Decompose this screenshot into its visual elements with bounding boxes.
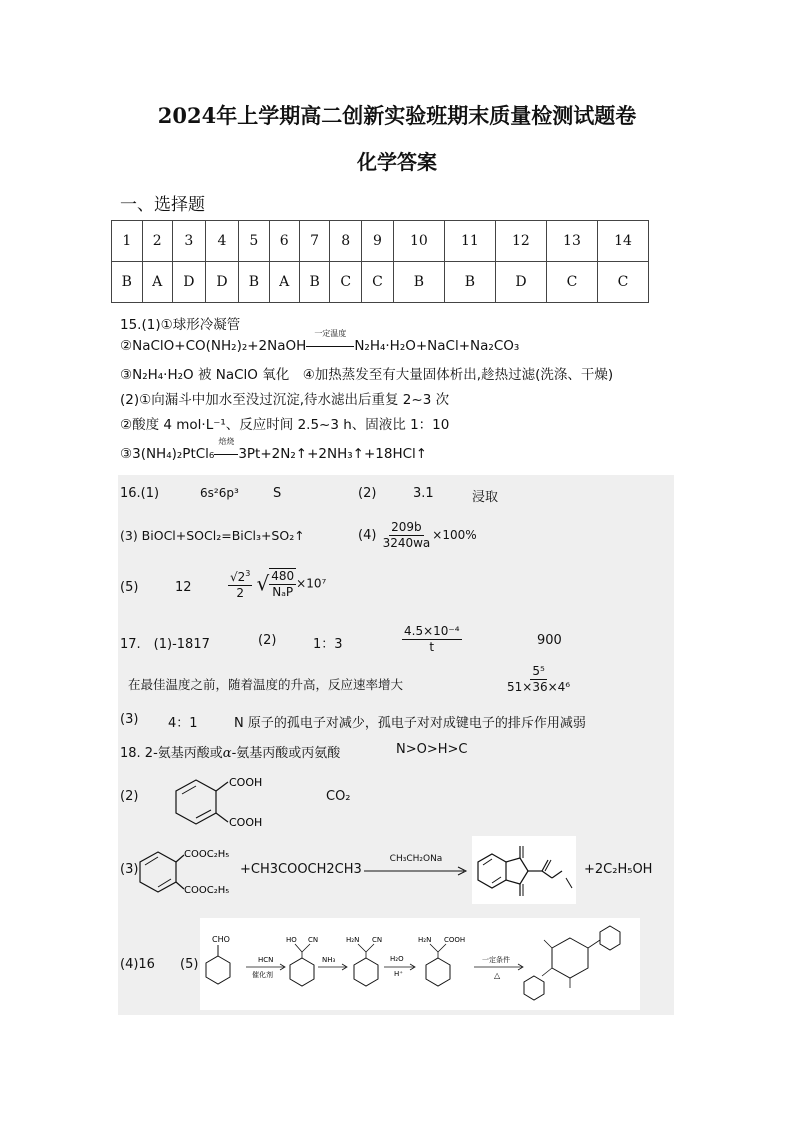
- q18-part5: (5): [180, 957, 199, 972]
- q18-order: N>O>H>C: [396, 742, 468, 757]
- q17-note: 在最佳温度之前，随着温度的升高，反应速率增大: [128, 677, 404, 692]
- fraction: $\frac{√2^3}{2}$: [228, 566, 252, 601]
- radicand: $\frac{480}{\text{NₐΡ}}$: [271, 568, 295, 599]
- question-number-cell: 4: [205, 221, 238, 262]
- phthalic-acid-structure: [172, 768, 272, 828]
- q16-element: S: [273, 486, 282, 501]
- answer-cell: D: [172, 262, 205, 303]
- q16-equation: (3) BiOCl+SOCl₂=BiCl₃+SO₂↑: [120, 528, 305, 543]
- question-number-cell: 13: [546, 221, 597, 262]
- section-heading: 一、选择题: [120, 195, 205, 215]
- q17-part1: 17. (1)-1817: [120, 637, 210, 652]
- q16-part5: (5): [120, 580, 139, 595]
- svg-text:催化剂: 催化剂: [252, 971, 273, 979]
- svg-text:HO: HO: [286, 936, 297, 944]
- svg-text:H₂O: H₂O: [390, 955, 404, 963]
- svg-text:COOH: COOH: [229, 816, 263, 828]
- q18-part3: (3): [120, 862, 139, 877]
- question-number-cell: 10: [393, 221, 444, 262]
- q17-value3: 4：1: [168, 716, 198, 731]
- svg-text:H₂N: H₂N: [346, 936, 360, 944]
- q15-line1: 15.(1)①球形冷凝管: [120, 317, 241, 333]
- answer-cell: D: [205, 262, 238, 303]
- svg-text:△: △: [494, 971, 501, 980]
- answer-table: [111, 220, 649, 303]
- q18-part4: (4)16: [120, 957, 155, 972]
- svg-text:H₂N: H₂N: [418, 936, 432, 944]
- q17-rate-fraction: $\frac{\text{4.5×10⁻⁴}}{t}$: [404, 624, 460, 654]
- answer-cell: C: [597, 262, 648, 303]
- svg-text:COOH: COOH: [444, 936, 466, 944]
- q18-byproduct: +2C₂H₅OH: [584, 862, 653, 877]
- answer-cell: A: [269, 262, 299, 303]
- q15-line2: ②NaClO+CO(NH₂)₂+2NaOH 一定温度 N₂H₄·H₂O+NaCl+Na₂CO₃: [120, 329, 520, 354]
- question-number-cell: 3: [172, 221, 205, 262]
- question-number-cell: 14: [597, 221, 648, 262]
- svg-text:COOC₂H₅: COOC₂H₅: [184, 849, 230, 860]
- q18-part2: (2): [120, 789, 139, 804]
- answer-cell: C: [330, 262, 362, 303]
- svg-text:NH₃: NH₃: [322, 956, 336, 964]
- q17-value900: 900: [537, 633, 562, 648]
- answer-row: [112, 262, 649, 303]
- question-number-cell: 2: [142, 221, 172, 262]
- diethyl-phthalate-structure: [136, 842, 240, 898]
- q18-line1: 18. 2-氨基丙酸或α-氨基丙酸或丙氨酸: [120, 746, 341, 761]
- answer-cell: C: [362, 262, 394, 303]
- svg-text:一定条件: 一定条件: [482, 956, 510, 964]
- q15-line6: ③3(NH₄)₂PtCl₆ 焙烧 3Pt+2N₂↑+2NH₃↑+18HCl↑: [120, 437, 428, 462]
- q18-reagent: +CH3COOCH2CH3: [240, 862, 362, 877]
- question-number-cell: 11: [444, 221, 495, 262]
- q16-config: 6s²6p³: [200, 486, 239, 500]
- question-number-cell: 12: [495, 221, 546, 262]
- question-number-cell: 6: [269, 221, 299, 262]
- q15-line4: (2)①向漏斗中加水至没过沉淀,待水滤出后重复 2~3 次: [120, 392, 450, 408]
- synthesis-scheme: [200, 918, 640, 1010]
- reaction-arrow: [364, 866, 470, 876]
- q16-value2: 3.1: [413, 486, 434, 501]
- svg-text:COOH: COOH: [229, 776, 263, 789]
- q15-line3: ③N₂H₄·H₂O 被 NaClO 氧化 ④加热蒸发至有大量固体析出,趁热过滤(洗涤、干燥): [120, 367, 614, 383]
- question-number-cell: 7: [299, 221, 330, 262]
- answer-cell: B: [112, 262, 143, 303]
- svg-text:H⁺: H⁺: [394, 970, 403, 978]
- svg-text:CN: CN: [372, 936, 383, 944]
- question-number-row: [112, 221, 649, 262]
- answer-cell: B: [444, 262, 495, 303]
- svg-text:CN: CN: [308, 936, 319, 944]
- q17-part3: (3): [120, 712, 139, 727]
- question-number-cell: 1: [112, 221, 143, 262]
- svg-text:COOC₂H₅: COOC₂H₅: [184, 885, 230, 896]
- answer-cell: D: [495, 262, 546, 303]
- q17-part2: (2): [258, 633, 277, 648]
- page-subtitle: 化学答案: [357, 150, 437, 174]
- q16-part4: (4) $\frac{209b}{3240wa}$ ×100%: [358, 520, 477, 550]
- q16-part2: (2): [358, 486, 377, 501]
- q17-ratio: 1：3: [313, 637, 343, 652]
- svg-text:HCN: HCN: [258, 956, 274, 964]
- answer-cell: B: [299, 262, 330, 303]
- answer-cell: A: [142, 262, 172, 303]
- q18-condition: CH₃CH₂ONa: [389, 854, 443, 864]
- radical-sign: √: [256, 571, 270, 596]
- q15-line5: ②酸度 4 mol·L⁻¹、反应时间 2.5~3 h、固液比 1：10: [120, 417, 450, 433]
- q17-k-fraction: $\frac{\text{5⁵}}{\text{51×36×4⁶}}$: [507, 664, 571, 694]
- q16-density-expr: $\frac{√2^3}{2}$ √ $\frac{480}{\text{NₐΡ}}$ ×10⁷: [228, 566, 326, 601]
- indandione-ester-structure: [472, 836, 576, 904]
- q16-label: 16.(1): [120, 486, 160, 501]
- page-title: 2024年上学期高二创新实验班期末质量检测试题卷: [157, 103, 637, 128]
- fraction: $\frac{209b}{3240wa}$: [382, 520, 431, 550]
- q16-value5: 12: [175, 580, 192, 595]
- question-number-cell: 8: [330, 221, 362, 262]
- q17-explanation: N 原子的孤电子对减少，孤电子对对成键电子的排斥作用减弱: [234, 716, 586, 731]
- q18-co2: CO₂: [326, 789, 351, 804]
- answer-cell: C: [546, 262, 597, 303]
- answer-cell: B: [393, 262, 444, 303]
- q16-value2b: 浸取: [472, 490, 499, 505]
- answer-cell: B: [239, 262, 270, 303]
- svg-text:CHO: CHO: [212, 935, 230, 944]
- question-number-cell: 5: [239, 221, 270, 262]
- question-number-cell: 9: [362, 221, 394, 262]
- reaction-condition: 焙烧: [214, 446, 238, 462]
- reaction-condition: 一定温度: [306, 338, 354, 354]
